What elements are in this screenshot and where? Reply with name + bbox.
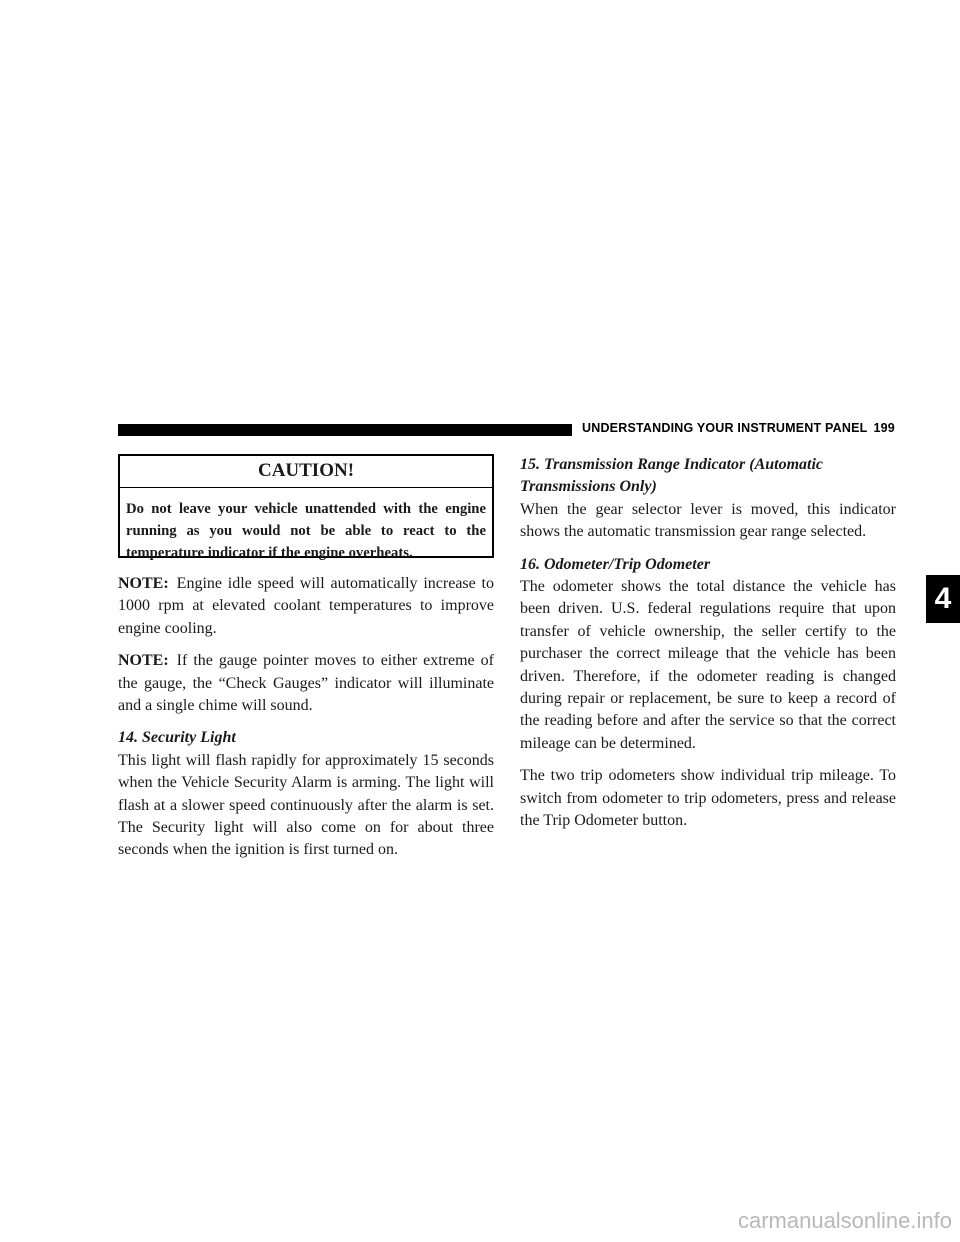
header-title: UNDERSTANDING YOUR INSTRUMENT PANEL	[582, 421, 868, 435]
section-14-title: 14. Security Light	[118, 729, 236, 747]
chapter-tab: 4	[926, 575, 960, 623]
caution-box	[118, 454, 494, 561]
section-16-title: 16. Odometer/Trip Odometer	[520, 555, 711, 573]
note-engine-idle	[118, 573, 494, 640]
note-gauge-pointer	[118, 650, 494, 717]
left-column	[118, 454, 494, 872]
header-rule	[118, 424, 572, 436]
watermark-text[interactable]: carmanualsonline.info	[737, 1208, 952, 1233]
section-16-text-2: The two trip odometers show individual trip mileage. To switch from odometer to trip odometers, press and release the Trip Odometer button.	[520, 767, 896, 830]
caution-text: Do not leave your vehicle unattended with the engine running as you would not be able to react to the temperature indicator if the engine overheats.	[126, 501, 486, 561]
section-16-text: The odometer shows the total distance the vehicle has been driven. U.S. federal regulations require that upon transfer of vehicle ownership, the seller certify to the purchaser the correct mileage that the vehicle has been driven. Therefore, if the odometer reading is changed during repair or replacement, be sure to keep a record of the reading before and after the service so that the correct mileage can be determined.	[520, 578, 896, 752]
note-label: NOTE:	[118, 652, 169, 670]
note-text: Engine idle speed will automatically increase to 1000 rpm at elevated coolant temperatures to improve engine cooling.	[118, 575, 494, 637]
right-column	[520, 454, 896, 843]
note-label: NOTE:	[118, 575, 169, 592]
section-15-title: 15. Transmission Range Indicator (Automatic Transmissions Only)	[520, 456, 824, 496]
page-number: 199	[873, 421, 895, 435]
section-14-text: This light will flash rapidly for approximately 15 seconds when the Vehicle Security Alarm is arming. The light will flash at a slower speed continuously after the alarm is set. The Security light will also come on for about three seconds when the ignition is first turned on.	[118, 751, 494, 859]
caution-title: CAUTION!	[120, 456, 492, 488]
note-text: If the gauge pointer moves to either extreme of the gauge, the “Check Gauges” indicator will illuminate and a single chime will sound.	[118, 652, 494, 715]
running-header	[582, 421, 895, 435]
section-15-text: When the gear selector lever is moved, this indicator shows the automatic transmission gear range selected.	[520, 500, 896, 541]
